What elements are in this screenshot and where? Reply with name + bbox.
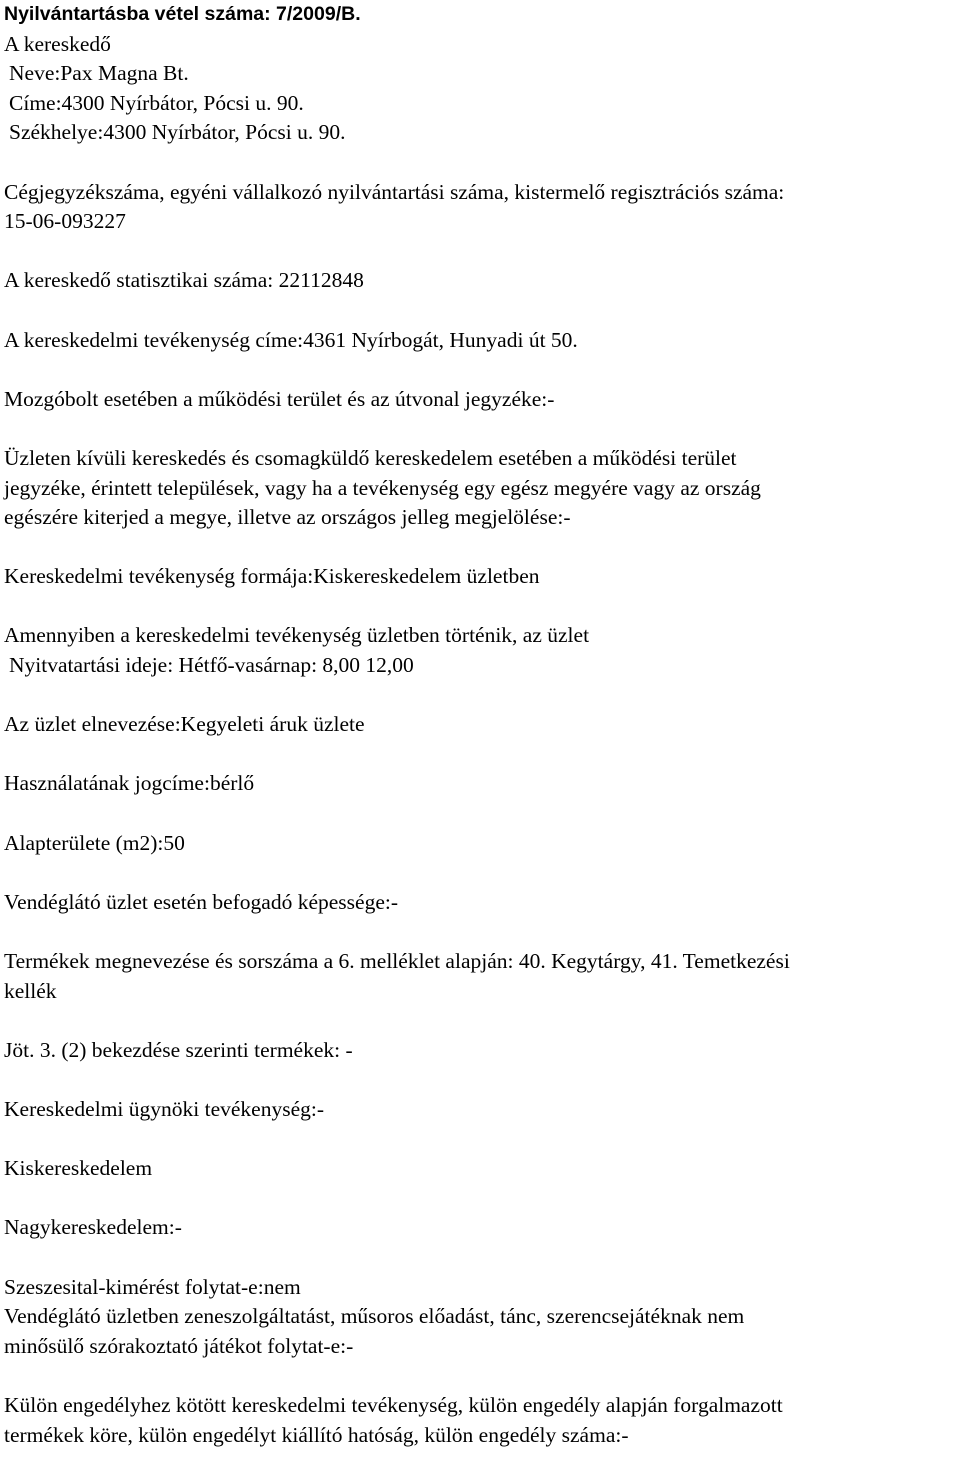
spacer xyxy=(4,355,954,385)
registration-label: Cégjegyzékszáma, egyéni vállalkozó nyilvántartási száma, kistermelő regisztrációs száma: xyxy=(4,179,785,204)
activity-form: Kereskedelmi tevékenység formája:Kiskereskedelem üzletben xyxy=(4,564,540,589)
statistical-number: A kereskedő statisztikai száma: 22112848 xyxy=(4,268,364,293)
shop-intro: Amennyiben a kereskedelmi tevékenység üzletben történik, az üzlet xyxy=(4,623,590,648)
spacer xyxy=(4,592,954,622)
registration-heading: Nyilvántartásba vétel száma: 7/2009/B. xyxy=(4,3,361,25)
products-line-2: kellék xyxy=(4,978,57,1003)
entertainment-line-1: Vendéglátó üzletben zeneszolgáltatást, műsoros előadást, tánc, szerencsejátéknak nem xyxy=(4,1304,745,1329)
trader-name: Neve:Pax Magna Bt. xyxy=(9,61,189,86)
activity-address: A kereskedelmi tevékenység címe:4361 Nyírbogát, Hunyadi út 50. xyxy=(4,327,578,352)
retail: Kiskereskedelem xyxy=(4,1156,153,1181)
trader-address: Címe:4300 Nyírbátor, Pócsi u. 90. xyxy=(9,90,304,115)
registration-number-block xyxy=(4,178,954,237)
entertainment-line-2: minősülő szórakoztató játékot folytat-e:- xyxy=(4,1333,354,1358)
spacer xyxy=(4,237,954,267)
outside-shop-block xyxy=(4,444,954,533)
wholesale: Nagykereskedelem:- xyxy=(4,1215,182,1240)
outside-shop-line-3: egészére kiterjed a megye, illetve az országos jelleg megjelölése:- xyxy=(4,505,571,530)
shop-name: Az üzlet elnevezése:Kegyeleti áruk üzlete xyxy=(4,712,365,737)
spacer xyxy=(4,1361,954,1391)
special-permit-block xyxy=(4,1391,954,1450)
opening-hours: Nyitvatartási ideje: Hétfő-vasárnap: 8,00 12,00 xyxy=(9,653,414,678)
special-permit-line-1: Külön engedélyhez kötött kereskedelmi tevékenység, külön engedély alapján forgalmazott xyxy=(4,1392,783,1417)
spacer xyxy=(4,414,954,444)
special-permit-line-2: termékek köre, külön engedélyt kiállító hatóság, külön engedély száma:- xyxy=(4,1422,629,1447)
floor-area: Alapterülete (m2):50 xyxy=(4,830,185,855)
spacer xyxy=(4,1184,954,1214)
capacity: Vendéglátó üzlet esetén befogadó képessége:- xyxy=(4,889,399,914)
spacer xyxy=(4,681,954,711)
jot-products: Jöt. 3. (2) bekezdése szerinti termékek: - xyxy=(4,1037,353,1062)
spacer xyxy=(4,1006,954,1036)
trader-label: A kereskedő xyxy=(4,31,111,56)
spacer xyxy=(4,858,954,888)
products-block xyxy=(4,947,954,1006)
trader-seat: Székhelye:4300 Nyírbátor, Pócsi u. 90. xyxy=(9,120,346,145)
spacer xyxy=(4,740,954,770)
entertainment-block xyxy=(4,1302,954,1361)
spacer xyxy=(4,1065,954,1095)
spacer xyxy=(4,1243,954,1273)
spacer xyxy=(4,799,954,829)
spacer xyxy=(4,1125,954,1155)
spacer xyxy=(4,917,954,947)
agent-activity: Kereskedelmi ügynöki tevékenység:- xyxy=(4,1096,325,1121)
mobile-shop-area: Mozgóbolt esetében a működési terület és az útvonal jegyzéke:- xyxy=(4,386,555,411)
registration-number: 15-06-093227 xyxy=(4,209,126,234)
spacer xyxy=(4,296,954,326)
outside-shop-line-2: jegyzéke, érintett települések, vagy ha a tevékenység egy egész megyére vagy az ország xyxy=(4,475,761,500)
outside-shop-line-1: Üzleten kívüli kereskedés és csomagküldő kereskedelem esetében a működési terület xyxy=(4,445,737,470)
document xyxy=(4,0,954,1450)
products-line-1: Termékek megnevezése és sorszáma a 6. melléklet alapján: 40. Kegytárgy, 41. Temetkezési xyxy=(4,949,790,973)
spacer xyxy=(4,533,954,563)
shop-block xyxy=(4,621,954,680)
alcohol-serving: Szeszesital-kimérést folytat-e:nem xyxy=(4,1274,301,1299)
usage-title: Használatának jogcíme:bérlő xyxy=(4,771,255,796)
spacer xyxy=(4,148,954,178)
